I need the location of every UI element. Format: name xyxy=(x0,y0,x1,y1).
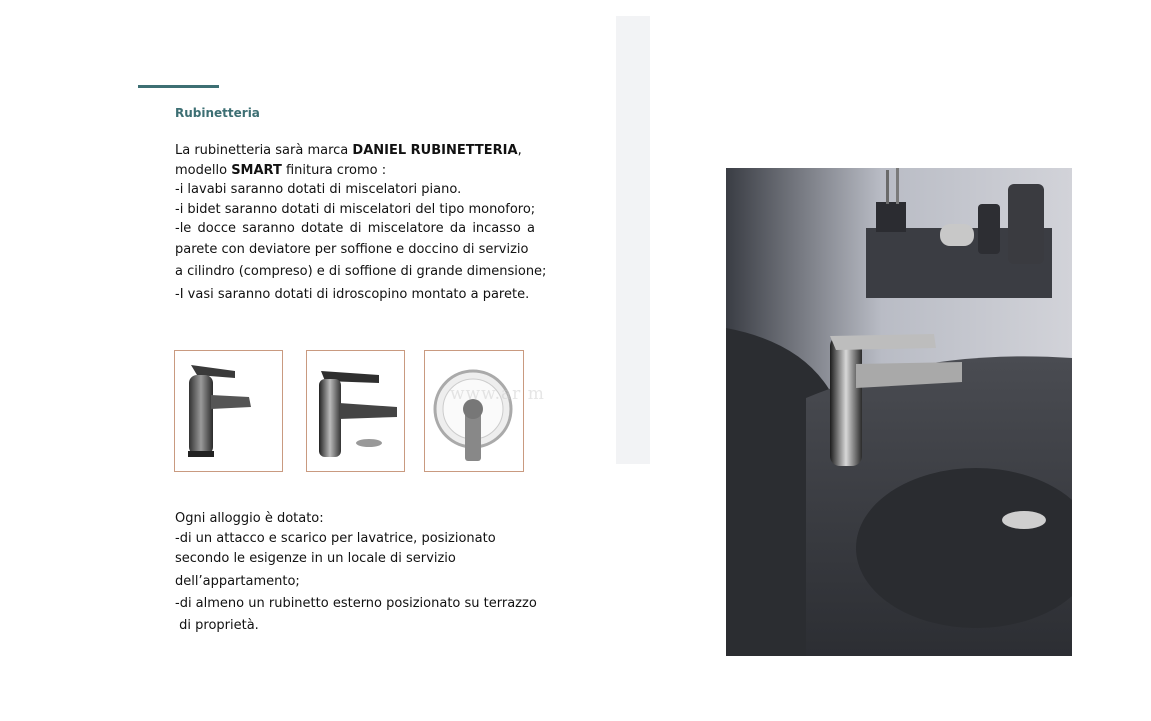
shower-mixer-icon xyxy=(425,351,523,471)
intro-item: -le docce saranno dotate di miscelatore da incasso a xyxy=(175,221,535,236)
brand-name: DANIEL RUBINETTERIA xyxy=(352,143,518,158)
equipment-line: -di un attacco e scarico per lavatrice, posizionato xyxy=(175,530,496,546)
section-title: Rubinetteria xyxy=(175,106,260,120)
bathroom-sink-photo xyxy=(726,168,1072,656)
watermark: www.ar m xyxy=(450,384,545,404)
decorative-strip xyxy=(616,16,650,464)
intro-item: -I vasi saranno dotati di idroscopino montato a parete. xyxy=(175,286,530,302)
bidet-mixer-photo xyxy=(174,350,283,472)
accent-rule xyxy=(138,85,219,88)
intro-item: parete con deviatore per soffione e doccino di servizio xyxy=(175,241,529,257)
basin-mixer-icon xyxy=(307,351,404,471)
equipment-line: dell’appartamento; xyxy=(175,573,300,589)
model-name: SMART xyxy=(231,162,282,178)
equipment-line: secondo le esigenze in un locale di servizio xyxy=(175,551,456,566)
equipment-line: Ogni alloggio è dotato: xyxy=(175,511,324,526)
intro-paragraph xyxy=(175,141,547,306)
intro-item: -i bidet saranno dotati di miscelatori del tipo monoforo; xyxy=(175,201,536,217)
intro-item: a cilindro (compreso) e di soffione di grande dimensione; xyxy=(175,264,547,279)
intro-item: -i lavabi saranno dotati di miscelatori piano. xyxy=(175,182,462,197)
bidet-mixer-icon xyxy=(175,351,282,471)
equipment-paragraph xyxy=(175,509,555,635)
intro-line-2: modello SMART finitura cromo : xyxy=(175,162,387,178)
intro-line-1: La rubinetteria sarà marca DANIEL RUBINETTERIA, xyxy=(175,143,522,158)
equipment-line: di proprietà. xyxy=(175,617,259,633)
shower-mixer-photo xyxy=(424,350,524,472)
basin-mixer-photo xyxy=(306,350,405,472)
equipment-line: -di almeno un rubinetto esterno posizionato su terrazzo xyxy=(175,596,537,611)
